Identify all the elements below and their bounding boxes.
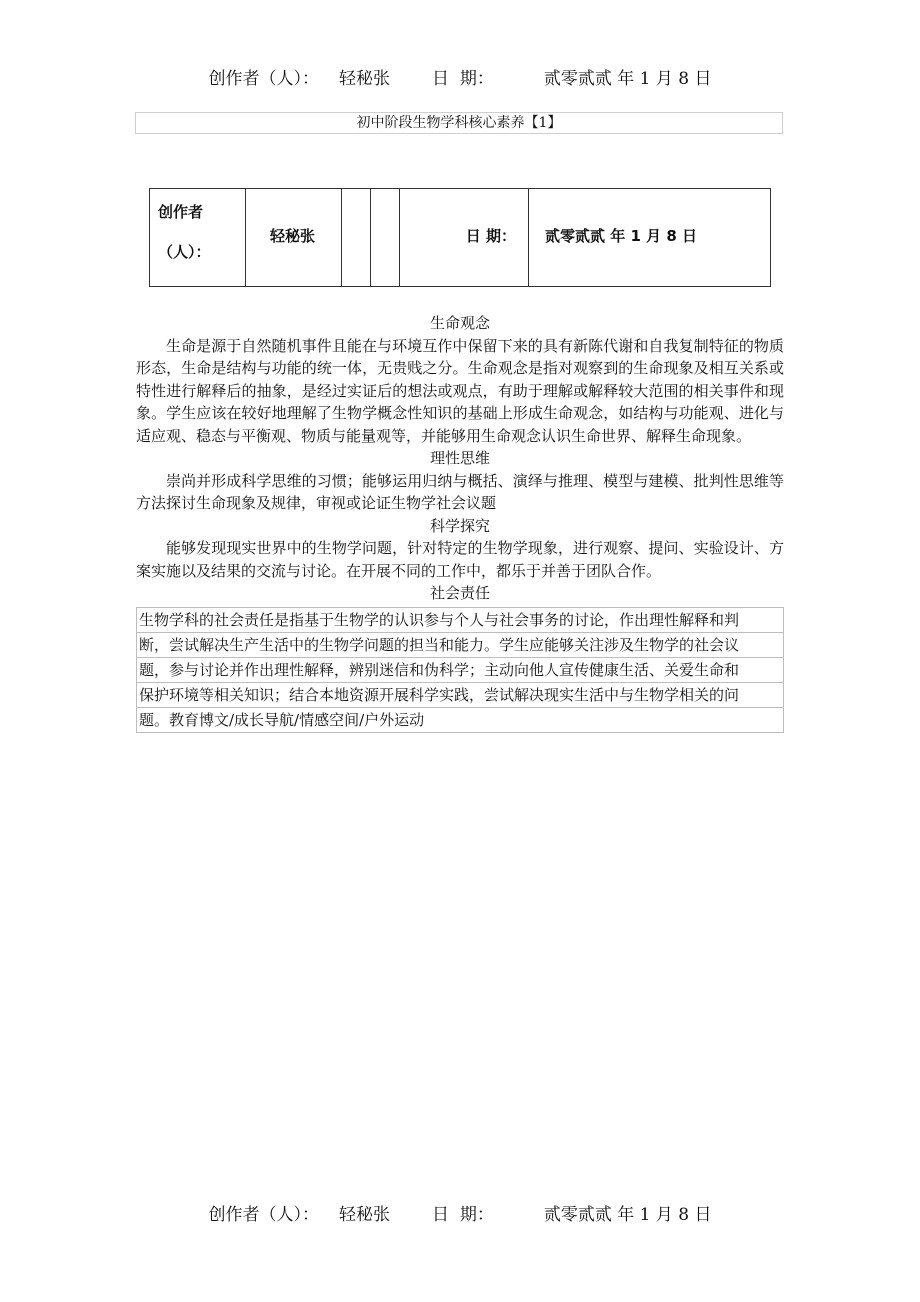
table-date-label: 日 期： xyxy=(465,227,516,245)
boxed-text-line: 题，参与讨论并作出理性解释，辨别迷信和伪科学；主动向他人宣传健康生活、关爱生命和 xyxy=(137,658,783,683)
social-responsibility-box xyxy=(136,607,784,733)
section-body: 生命是源于自然随机事件且能在与环境互作中保留下来的具有新陈代谢和自我复制特征的物质形态，生命是结构与功能的统一体，无贵贱之分。生命观念是指对观察到的生命现象及相互关系或特性进行解释后的抽象，是经过实证后的想法或观点，有助于理解或解释较大范围的相关事件和现象。学生应该在较好地理解了生物学概念性知识的基础上形成生命观念，如结构与功能观、进化与适应观、稳态与平衡观、物质与能量观等，并能够用生命观念认识生命世界、解释生命现象。 xyxy=(136,336,784,445)
table-empty-cell xyxy=(342,189,371,287)
boxed-text-line: 生物学科的社会责任是指基于生物学的认识参与个人与社会事务的讨论，作出理性解释和判 xyxy=(137,608,783,633)
table-date-value-cell xyxy=(529,189,771,287)
page-header xyxy=(0,64,920,89)
page-footer xyxy=(0,1200,920,1225)
header-date-label: 日 期： xyxy=(432,69,494,89)
section-title: 科学探究 xyxy=(429,516,490,535)
header-author-label: 创作者（人）： xyxy=(208,69,320,89)
header-date-value: 贰零贰贰 年 1 月 8 日 xyxy=(543,69,712,89)
main-content xyxy=(136,312,784,733)
footer-date-label: 日 期： xyxy=(432,1205,494,1225)
section-title: 生命观念 xyxy=(429,314,490,332)
table-date-value: 贰零贰贰 年 1 月 8 日 xyxy=(545,227,697,245)
table-author-name: 轻秘张 xyxy=(270,227,316,245)
boxed-text-line: 断，尝试解决生产生活中的生物学问题的担当和能力。学生应能够关注涉及生物学的社会议 xyxy=(137,633,783,658)
footer-date-value: 贰零贰贰 年 1 月 8 日 xyxy=(543,1205,712,1225)
table-author-label-line2: （人）： xyxy=(158,243,211,261)
table-date-label-cell xyxy=(400,189,529,287)
section-title: 理性思维 xyxy=(429,449,490,467)
boxed-text-line: 题。教育博文/成长导航/情感空间/户外运动 xyxy=(139,710,425,729)
author-date-table xyxy=(149,188,771,287)
header-author-name: 轻秘张 xyxy=(339,69,391,89)
table-author-label-line1: 创作者 xyxy=(158,203,204,221)
table-empty-cell xyxy=(371,189,400,287)
document-title: 初中阶段生物学科核心素养【1】 xyxy=(135,112,783,134)
section-title: 社会责任 xyxy=(429,584,490,602)
footer-author-label: 创作者（人）： xyxy=(208,1205,320,1225)
table-author-name-cell xyxy=(246,189,342,287)
footer-author-name: 轻秘张 xyxy=(339,1205,391,1225)
boxed-text-line: 保护环境等相关知识；结合本地资源开展科学实践，尝试解决现实生活中与生物学相关的问 xyxy=(137,683,783,708)
section-body: 崇尚并形成科学思维的习惯；能够运用归纳与概括、演绎与推理、模型与建模、批判性思维等方法探讨生命现象及规律，审视或论证生物学社会议题 xyxy=(136,471,784,512)
section-body: 能够发现现实世界中的生物学问题，针对特定的生物学现象，进行观察、提问、实验设计、方案实施以及结果的交流与讨论。在开展不同的工作中，都乐于并善于团队合作。 xyxy=(136,539,784,580)
table-author-label-cell xyxy=(150,189,246,287)
